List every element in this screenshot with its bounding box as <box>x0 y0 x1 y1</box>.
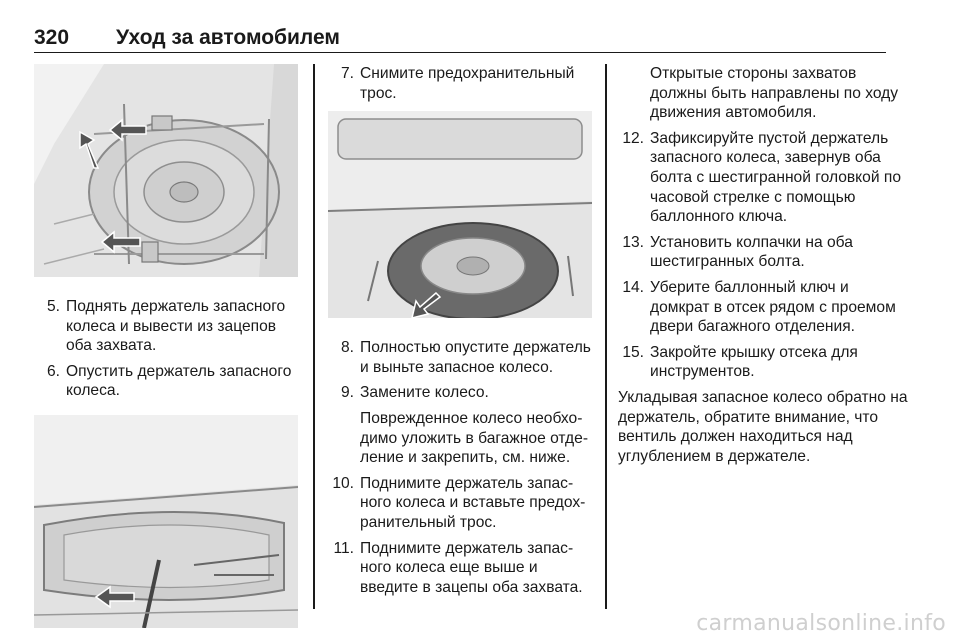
step-13: 13. Установить колпачки на оба шестигранных болта. <box>622 233 853 271</box>
step-10: 10. Поднимите держатель запасного колеса и вставьте предохранительный трос. <box>332 474 586 531</box>
illustration-lowering-carrier <box>34 415 298 628</box>
column-3 <box>618 64 908 472</box>
step-6: 6. Опустить держатель запасного колеса. <box>46 362 292 400</box>
steps-12-15 <box>618 129 908 382</box>
step-12: 12. Зафиксируйте пустой держатель запасного колеса, завернув оба болта с шестигранной головкой по часовой стрелке с помощью баллонного ключа. <box>622 129 901 226</box>
step-11: 11. Поднимите держатель запасного колеса еще выше и введите в зацепы оба захвата. <box>333 539 583 596</box>
valve-position-note: Укладывая запасное колесо обратно на держатель, обратите внимание, что вентиль должен находиться над углублением в держателе. <box>618 388 908 465</box>
page-number: 320 <box>34 26 70 49</box>
page-header <box>34 26 886 53</box>
step-5: 5. Поднять держатель запасного колеса и вывести из зацепов оба захвата. <box>46 298 286 355</box>
step-9: 9. Замените колесо. Поврежденное колесо необходимо уложить в багажное отделение и закрепить, см. ниже. <box>340 384 589 467</box>
step-8: 8. Полностью опустите держатель и выньте запасное колесо. <box>340 339 591 376</box>
column-divider-1 <box>313 64 315 609</box>
hook-orientation-note: Открытые стороны захватов должны быть направлены по ходу движения автомобиля. <box>650 65 899 122</box>
illustration-spare-wheel-carrier-hooks <box>34 64 298 277</box>
watermark: carmanualsonline.info <box>696 611 946 636</box>
column-divider-2 <box>605 64 607 609</box>
step-7-list <box>328 64 596 103</box>
steps-8-11 <box>328 338 596 597</box>
illustration-safety-cable <box>328 111 592 318</box>
steps-5-6 <box>34 297 302 401</box>
column-1 <box>34 64 302 628</box>
column-2 <box>328 64 596 603</box>
step-14: 14. Уберите баллонный ключ и домкрат в отсек рядом с проемом двери багажного отделения. <box>622 278 896 336</box>
page-title: Уход за автомобилем <box>116 26 340 49</box>
step-15: 15. Закройте крышку отсека для инструментов. <box>622 343 858 381</box>
step-7: 7. Снимите предохранительный трос. <box>340 65 575 102</box>
